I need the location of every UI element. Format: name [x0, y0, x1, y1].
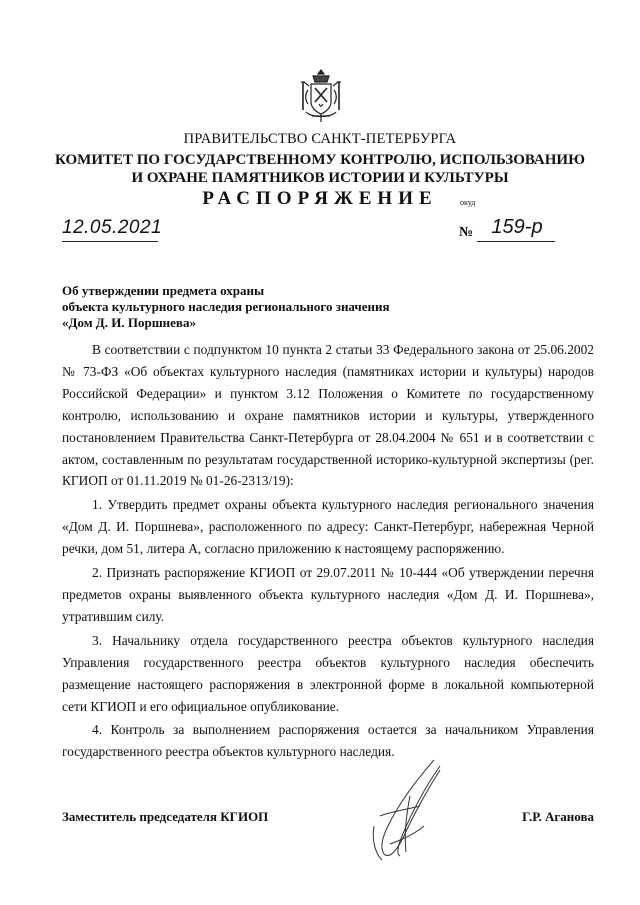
number-underline — [477, 241, 555, 242]
document-body — [62, 339, 594, 765]
clause-paragraph: 1. Утвердить предмет охраны объекта культурного наследия регионального значения «Дом Д. И. Поршнева», расположенного по адресу: Санкт-Петербург, набережная Черной речки, дом 51, литера А, согласно приложению к настоящему распоряжению. — [62, 497, 594, 557]
signatory-title: Заместитель председателя КГИОП — [62, 809, 269, 824]
coat-of-arms-emblem — [300, 68, 342, 124]
committee-name-line1: КОМИТЕТ ПО ГОСУДАРСТВЕННОМУ КОНТРОЛЮ, ИСПОЛЬЗОВАНИЮ — [55, 152, 585, 168]
clause-paragraph: 3. Начальнику отдела государственного реестра объектов культурного наследия Управления государственного реестра объектов культурного наследия обеспечить размещение настоящего распоряжения в электронной форме в локальной компьютерной сети КГИОП и его официальное опубликование. — [62, 632, 594, 714]
subject-line: Об утверждении предмета охраны — [62, 283, 265, 298]
document-type: РАСПОРЯЖЕНИЕ — [202, 188, 438, 209]
subject-line: объекта культурного наследия регионального значения — [62, 299, 390, 314]
number-label: № — [459, 225, 474, 240]
government-name: ПРАВИТЕЛЬСТВО САНКТ-ПЕТЕРБУРГА — [183, 131, 457, 147]
subject-line: «Дом Д. И. Поршнева» — [62, 315, 196, 330]
document-subject — [62, 283, 462, 331]
preamble-paragraph: В соответствии с подпунктом 10 пункта 2 статьи 33 Федерального закона от 25.06.2002 № 73-ФЗ «Об объектах культурного наследия (памятниках истории и культуры) народов Российской Федерации» и пунктом 3.12 Положения о Комитете по государственному контролю, использованию и охране памятников истории и культуры, утвержденного постановлением Правительства Санкт-Петербурга от 28.04.2004 № 651 и в соответствии с актом, составленным по результатам государственной историко-культурной экспертизы (рег. КГИОП от 01.11.2019 № 01-26-2313/19): — [62, 342, 594, 489]
clause-paragraph: 2. Признать распоряжение КГИОП от 29.07.2011 № 10-444 «Об утверждении перечня предметов охраны выявленного объекта культурного наследия «Дом Д. И. Поршнева», утратившим силу. — [62, 565, 594, 624]
handwritten-signature — [360, 756, 460, 866]
okud-label: окуд — [460, 198, 476, 207]
date-underline — [62, 241, 158, 242]
committee-name-line2: И ОХРАНЕ ПАМЯТНИКОВ ИСТОРИИ И КУЛЬТУРЫ — [131, 170, 509, 186]
document-number: 159-р — [491, 216, 543, 238]
document-date: 12.05.2021 — [62, 217, 163, 238]
signatory-name: Г.Р. Аганова — [522, 809, 594, 824]
clause-paragraph: 4. Контроль за выполнением распоряжения остается за начальником Управления государственного реестра объектов культурного наследия. — [62, 722, 594, 760]
